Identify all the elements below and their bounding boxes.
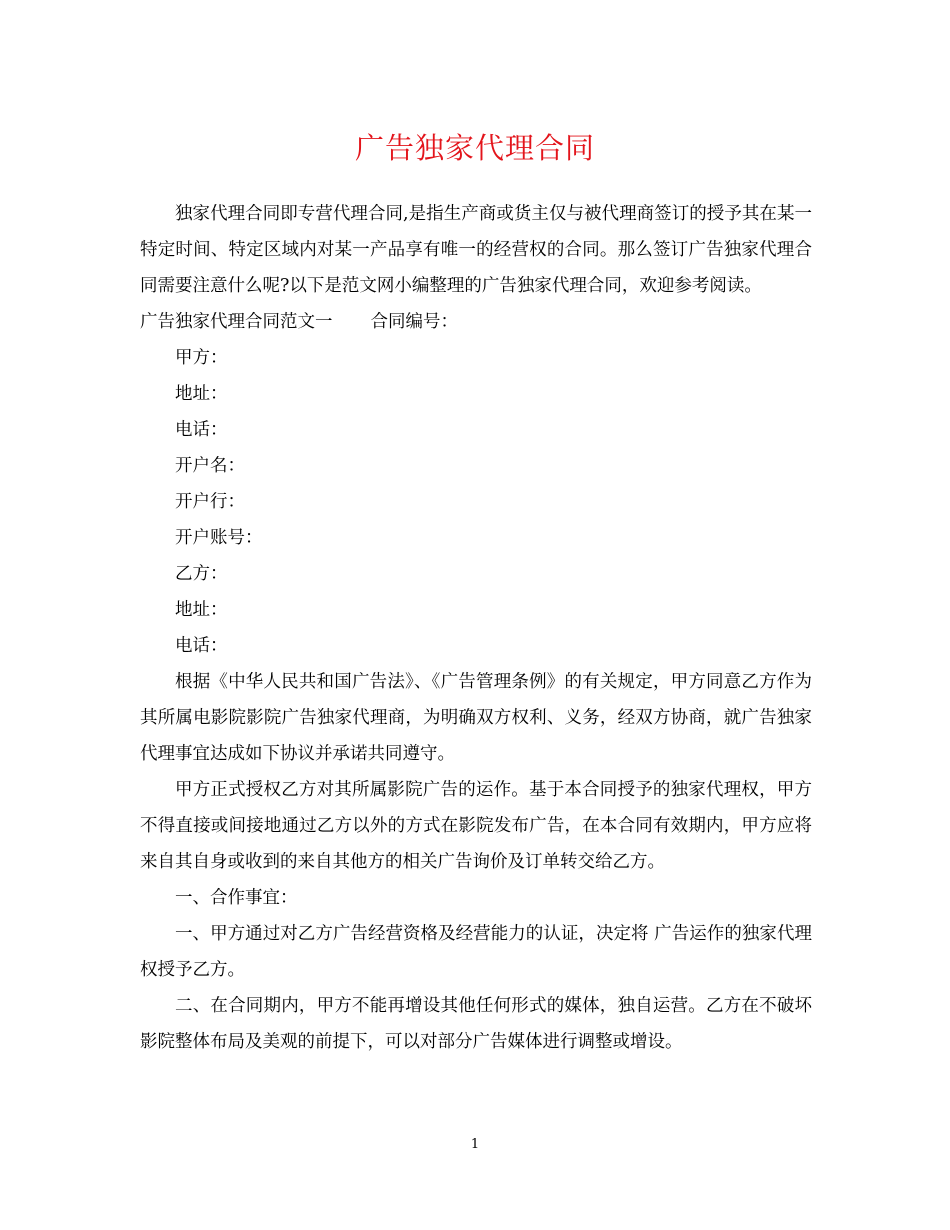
- contract-number-label: 合同编号：: [370, 312, 458, 332]
- section-heading-cooperation: 一、合作事宜：: [175, 888, 298, 908]
- sample-heading: 广告独家代理合同范文一: [140, 312, 333, 332]
- party-a-account-name-label: 开户名：: [175, 456, 245, 476]
- party-a-address-label: 地址：: [175, 384, 228, 404]
- intro-paragraph: 独家代理合同即专营代理合同,是指生产商或货主仅与被代理商签订的授予其在某一特定时间、特定区域内对某一产品享有唯一的经营权的合同。那么签订广告独家代理合同需要注意什么呢?以下是范文网小编整理的广告独家代理合同，欢迎参考阅读。: [140, 204, 812, 296]
- clause-two-paragraph: 二、在合同期内，甲方不能再增设其他任何形式的媒体，独自运营。乙方在不破坏影院整体布局及美观的前提下，可以对部分广告媒体进行调整或增设。: [140, 996, 812, 1052]
- page-number: 1: [470, 1137, 480, 1152]
- party-b-address-label: 地址：: [175, 600, 228, 620]
- document-title: 广告独家代理合同: [354, 131, 595, 165]
- party-a-account-number-label: 开户账号：: [175, 528, 263, 548]
- party-b-label: 乙方：: [175, 564, 228, 584]
- authorization-paragraph: 甲方正式授权乙方对其所属影院广告的运作。基于本合同授予的独家代理权，甲方不得直接或间接地通过乙方以外的方式在影院发布广告，在本合同有效期内，甲方应将来自其自身或收到的来自其他方的相关广告询价及订单转交给乙方。: [140, 780, 812, 872]
- party-b-phone-label: 电话：: [175, 636, 228, 656]
- clause-one-paragraph: 一、甲方通过对乙方广告经营资格及经营能力的认证，决定将 广告运作的独家代理权授予乙方。: [140, 924, 812, 980]
- sample-heading-row: [140, 304, 812, 340]
- legal-basis-paragraph: 根据《中华人民共和国广告法》、《广告管理条例》的有关规定，甲方同意乙方作为其所属电影院影院广告独家代理商，为明确双方权利、义务，经双方协商，就广告独家代理事宜达成如下协议并承诺共同遵守。: [140, 672, 812, 764]
- party-a-label: 甲方：: [175, 348, 228, 368]
- party-a-phone-label: 电话：: [175, 420, 228, 440]
- party-a-bank-label: 开户行：: [175, 492, 245, 512]
- document-body: [140, 196, 812, 1060]
